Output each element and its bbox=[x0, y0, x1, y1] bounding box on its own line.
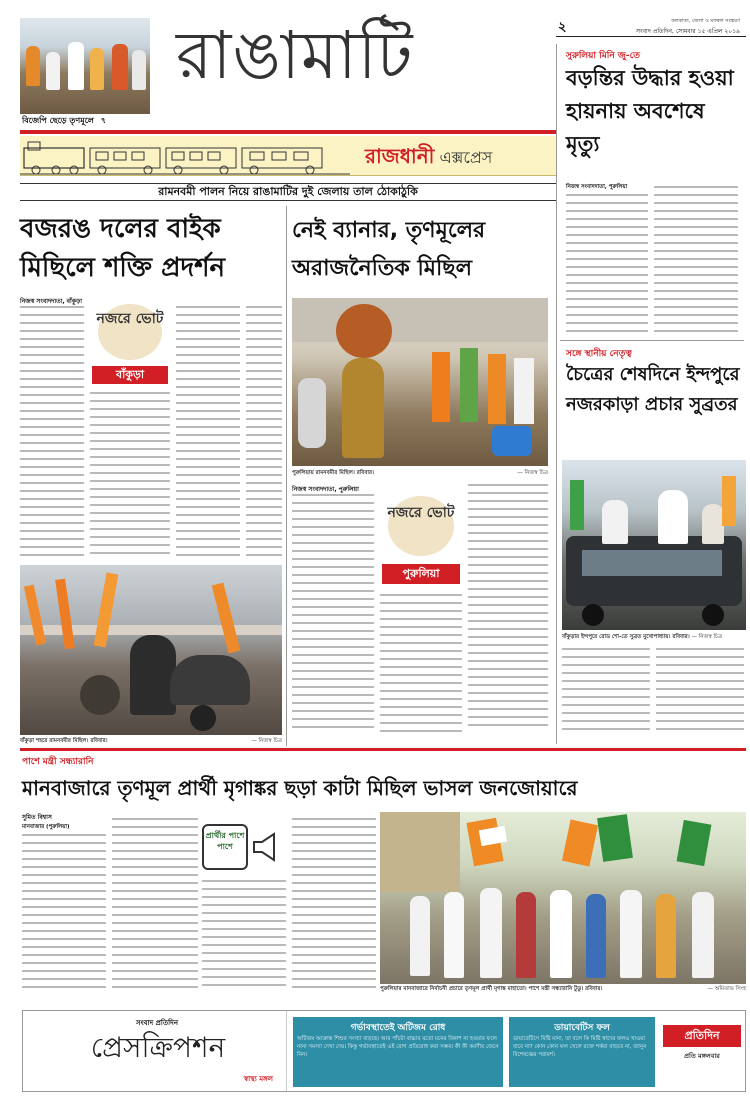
story-left-col2-text bbox=[176, 306, 240, 560]
story-center-byline: নিজস্ব সংবাদদাতা, পুরুলিয়া bbox=[292, 486, 359, 493]
ad-box2-title: ডায়াবেটিস ফল bbox=[554, 1023, 610, 1033]
bankura-caption bbox=[20, 738, 282, 746]
ad-box-autism[interactable] bbox=[293, 1017, 503, 1087]
manbazar-caption-text: পুরুলিয়ার মানবাজারে নির্বাচনী প্রচারে তৃণমূল প্রার্থী মৃগাঙ্ক মাহাতো। পাশে মন্ত্রী সন্ধ্যারানি টুডু। রবিবার। bbox=[380, 986, 603, 992]
right-mid-kicker: সঙ্গে স্থানীয় নেতৃত্ব bbox=[566, 349, 632, 359]
ad-brand: প্রেসক্রিপশন bbox=[90, 1031, 226, 1064]
district-label-bankura: বাঁকুড়া bbox=[92, 366, 168, 384]
ad-box-diabetes[interactable] bbox=[509, 1017, 655, 1087]
badge-najore-title-2: নজরে ভোট bbox=[387, 505, 455, 521]
bankura-rally-photo bbox=[20, 565, 282, 735]
right-top-byline: নিজস্ব সংবাদদাতা, পুরুলিয়া bbox=[566, 184, 628, 190]
bottom-dateline: মানবাজার (পুরুলিয়া) bbox=[22, 824, 70, 830]
right-top-col1-text bbox=[566, 194, 648, 336]
teaser-page-number: ৭ bbox=[100, 116, 106, 125]
express-strip bbox=[20, 136, 556, 176]
purulia-photo-credit: — নিজস্ব চিত্র bbox=[517, 470, 548, 476]
train-illustration-icon bbox=[20, 136, 350, 176]
indpur-caption bbox=[562, 634, 746, 642]
right-top-divider bbox=[560, 340, 744, 341]
bottom-red-rule bbox=[20, 748, 746, 751]
right-top-kicker: সুরুলিয়া মিনি জু-তে bbox=[566, 51, 641, 61]
teaser-caption-text: বিজেপি ছেড়ে তৃণমূলে bbox=[22, 116, 94, 125]
manbazar-caption bbox=[380, 986, 746, 994]
dateline: সংবাদ প্রতিদিন, সোমবার ১৫ এপ্রিল ২০১৯ bbox=[636, 28, 740, 35]
badge-najore-purulia bbox=[380, 492, 462, 588]
story-center-col2-text bbox=[380, 594, 462, 736]
manbazar-rally-photo bbox=[380, 812, 746, 984]
purulia-rally-photo bbox=[292, 298, 548, 466]
story-left-col1-text bbox=[20, 306, 84, 560]
col-divider-2 bbox=[556, 44, 557, 744]
story-center-col1-text bbox=[292, 494, 374, 736]
loudspeaker-icon bbox=[250, 832, 280, 862]
page-number: ২ bbox=[558, 20, 567, 35]
banner-strip: রামনবমী পালন নিয়ে রাঙামাটির দুই জেলায় তাল ঠোকাঠুকি bbox=[20, 183, 556, 201]
ad-tag: স্বাস্থ্য মঙ্গল bbox=[243, 1075, 273, 1083]
indpur-caption-text: বাঁকুড়ার ইন্দপুরে রোড শো-তে সুব্রত মুখোপাধ্যায়। রবিবার। bbox=[562, 634, 690, 640]
indpur-roadshow-photo bbox=[562, 460, 746, 630]
bottom-col4-text bbox=[292, 818, 376, 990]
story-left-byline: নিজস্ব সংবাদদাতা, বাঁকুড়া bbox=[20, 298, 82, 305]
indpur-photo-credit: — নিজস্ব চিত্র bbox=[691, 634, 723, 640]
col-divider-1 bbox=[286, 206, 287, 746]
bankura-caption-text: বাঁকুড়া শহরে রামনবমীর মিছিল। রবিবার। bbox=[20, 738, 108, 744]
bottom-headline[interactable]: মানবাজারে তৃণমূল প্রার্থী মৃগাঙ্কর ছড়া কাটা মিছিল ভাসল জনজোয়ারে bbox=[22, 776, 578, 800]
ad-top-line: সংবাদ প্রতিদিন bbox=[135, 1019, 179, 1027]
purulia-caption bbox=[292, 470, 548, 478]
purulia-caption-text: পুরুলিয়ায় রামনবমীর মিছিল। রবিবার। bbox=[292, 470, 375, 476]
badge-najore-bankura bbox=[90, 300, 170, 386]
story-left-headline[interactable]: বজরঙ দলের বাইক মিছিলে শক্তি প্রদর্শন bbox=[20, 214, 226, 283]
bankura-photo-credit: — নিজস্ব চিত্র bbox=[251, 738, 282, 744]
candidate-badge-box bbox=[202, 824, 248, 870]
right-mid-col2-text bbox=[656, 648, 744, 740]
candidate-badge-text: প্রার্থীর পাশে পাশে bbox=[205, 831, 245, 851]
district-label-purulia: পুরুলিয়া bbox=[382, 564, 460, 584]
right-top-col2-text bbox=[654, 186, 738, 336]
story-left-col4-text bbox=[246, 306, 282, 560]
teaser-photo bbox=[20, 18, 150, 114]
story-left-col3-text bbox=[90, 392, 170, 560]
header-top-rule bbox=[556, 36, 746, 37]
badge-najore-title: নজরে ভোট bbox=[96, 311, 164, 327]
express-red-rule bbox=[20, 130, 556, 134]
bottom-col1-text bbox=[22, 834, 106, 990]
right-top-headline[interactable]: বড়ন্তির উদ্ধার হওয়া হায়নায় অবশেষে মৃত্যু bbox=[566, 66, 734, 156]
story-center-headline[interactable]: নেই ব্যানার, তৃণমূলের অরাজনৈতিক মিছিল bbox=[292, 218, 486, 281]
ad-logo-sub: প্রতি মঙ্গলবার bbox=[684, 1052, 720, 1060]
ad-strip[interactable] bbox=[22, 1010, 746, 1092]
ad-logo-word: প্রতিদিন bbox=[663, 1025, 741, 1047]
bottom-byline: সুমিত বিশ্বাস bbox=[22, 814, 52, 821]
express-suffix: এক্সপ্রেস bbox=[439, 148, 493, 167]
ad-box1-title: গর্ভাবস্থাতেই অটিজম রোধ bbox=[350, 1023, 446, 1033]
candidate-badge bbox=[202, 818, 282, 876]
ad-brand-block bbox=[23, 1011, 287, 1091]
story-center-col3-text bbox=[468, 484, 548, 736]
right-mid-col1-text bbox=[562, 648, 650, 740]
bottom-col2-text bbox=[112, 818, 198, 990]
bottom-col3-text bbox=[202, 880, 286, 990]
manbazar-photo-credit: — অমিতাভ সিংহ bbox=[707, 986, 746, 992]
edition-note: কলকাতা, জেলা ও মফস্বল সংস্করণ bbox=[671, 18, 740, 24]
masthead: রাঙামাটি bbox=[176, 17, 414, 94]
ad-logo bbox=[663, 1025, 743, 1077]
teaser-caption[interactable] bbox=[22, 115, 152, 129]
bottom-kicker: পাশে মন্ত্রী সন্ধ্যারানি bbox=[22, 757, 94, 767]
ad-box2-text: ডায়াবেটিসে মিষ্টি মানা, তা বলে কি মিষ্টি স্বাদের ফলও খাওয়া যাবে না? কোন কোন ফল খেলে রক্তে শর্করা বাড়বে না, জানুন বিশেষজ্ঞের পরামর্শ। bbox=[513, 1036, 647, 1058]
express-brand: রাজধানী bbox=[365, 144, 435, 168]
ad-box1-text: অটিজম আক্রান্ত শিশুর সংখ্যা বাড়ছে। আর পাঁচটা বাচ্চার মতো মনের বিকাশ না হওয়ার ফলে নানা সমস্যা দেখা দেয়। কিন্তু গর্ভাবস্থাতেই এই রোগ প্রতিরোধ করা সম্ভব। কী কী করণীয় জেনে নিন। bbox=[297, 1036, 499, 1058]
right-mid-headline[interactable]: চৈত্রের শেষদিনে ইন্দপুরে নজরকাড়া প্রচার সুব্রতর bbox=[566, 364, 740, 415]
